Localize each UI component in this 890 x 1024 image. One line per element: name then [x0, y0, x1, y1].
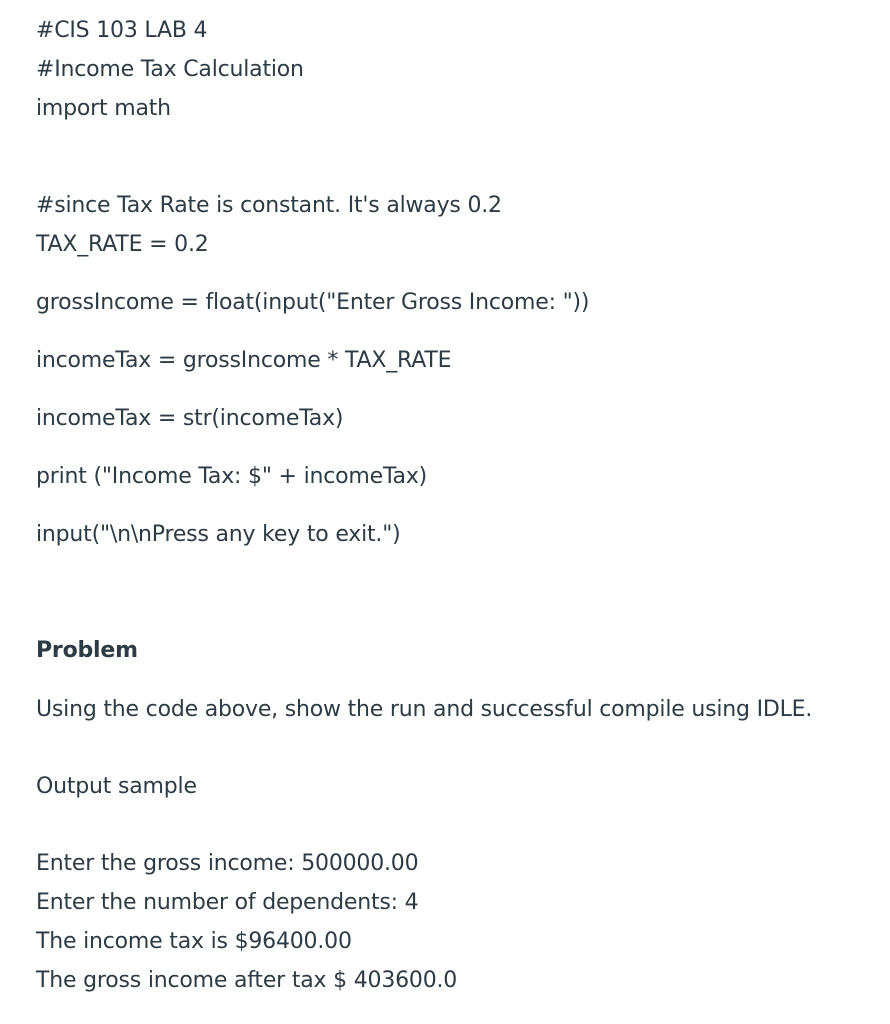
- code-line-import: import math: [36, 96, 171, 121]
- output-sample-heading: Output sample: [36, 774, 197, 799]
- output-line: Enter the number of dependents: 4: [36, 890, 419, 915]
- code-line-print: print ("Income Tax: $" + incomeTax): [36, 464, 428, 489]
- output-line: The income tax is $96400.00: [36, 929, 352, 954]
- code-line-tax-rate: TAX_RATE = 0.2: [36, 232, 209, 257]
- output-line: Enter the gross income: 500000.00: [36, 851, 419, 876]
- code-line-title: #CIS 103 LAB 4: [36, 18, 208, 43]
- code-line-income-tax: incomeTax = grossIncome * TAX_RATE: [36, 348, 452, 373]
- code-line-gross-income: grossIncome = float(input("Enter Gross Income: ")): [36, 290, 590, 315]
- problem-text: Using the code above, show the run and successful compile using IDLE.: [36, 697, 813, 722]
- code-line-comment: #since Tax Rate is constant. It's always 0.2: [36, 193, 502, 218]
- code-line-input-exit: input("\n\nPress any key to exit."): [36, 522, 401, 547]
- code-line-income-tax-str: incomeTax = str(incomeTax): [36, 406, 344, 431]
- problem-heading: Problem: [36, 638, 138, 663]
- output-line: The gross income after tax $ 403600.0: [36, 968, 458, 993]
- code-line-subtitle: #Income Tax Calculation: [36, 57, 304, 82]
